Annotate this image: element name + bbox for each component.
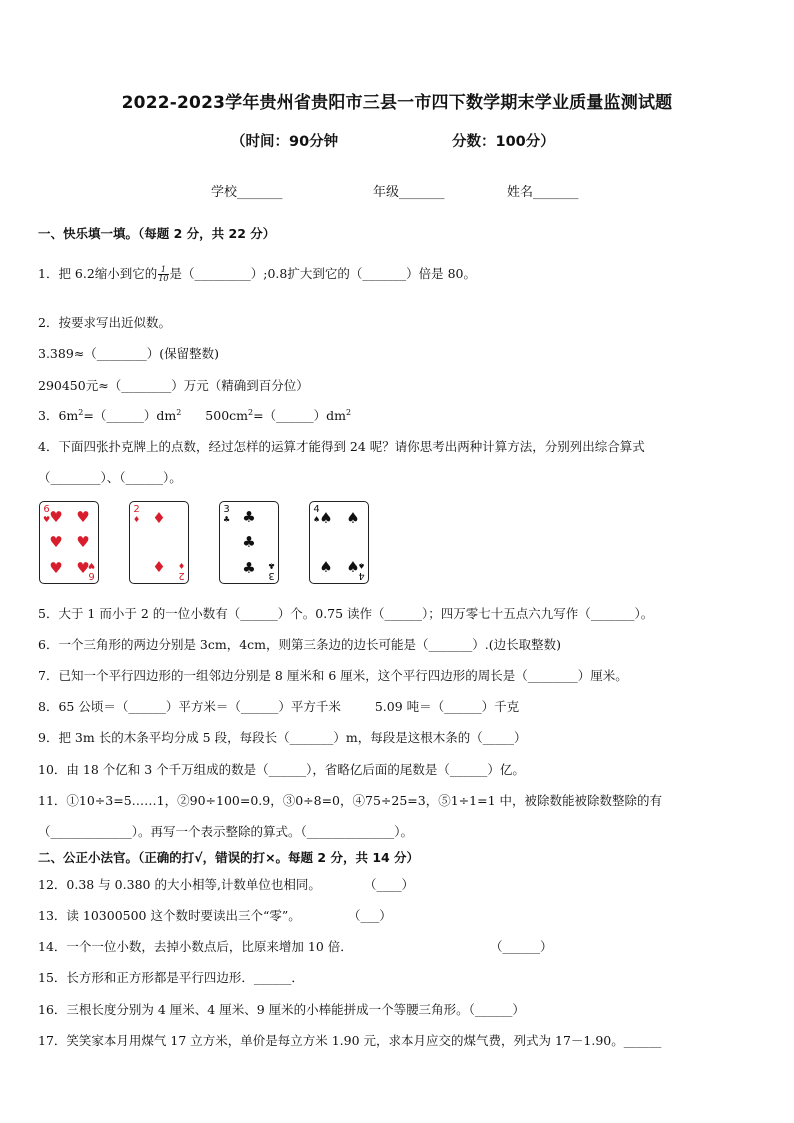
heart-pip-icon: ♥ [76,533,90,551]
question-6: 6．一个三角形的两边分别是 3cm，4cm，则第三条边的边长可能是（_______）.(边长取整数) [38,637,562,652]
heart-pip-icon: ♥ [49,533,63,551]
question-4-line-1: 4．下面四张扑克牌上的点数，经过怎样的运算才能得到 24 呢？请你思考出两种计算方法，分别列出综合算式 [38,439,645,454]
club-pip-icon: ♣ [242,533,256,551]
question-12: 12．0.38 与 0.380 的大小相等,计数单位也相同。 [38,877,321,892]
question-16: 16．三根长度分别为 4 厘米、4 厘米、9 厘米的小棒能拼成一个等腰三角形。（______） [38,1002,525,1017]
club-pip-icon: ♣ [242,559,256,577]
section-1-title: 一、快乐填一填。（每题 2 分，共 22 分） [38,226,276,241]
question-2-line-2: 290450元≈（________）万元（精确到百分位） [38,378,309,393]
question-3: 3．$6m^2=(\_\_\_\_\_\_)dm^2$ $500cm^2=(\_\_\_\_\_\_)dm^2$ [38,407,352,423]
question-13-answer-blank[interactable]: （___） [348,908,392,923]
question-17: 17．笑笑家本月用煤气 17 立方米，单价是每立方米 1.90 元，求本月应交的煤气费，列式为 17－1.90。______ [38,1033,662,1048]
question-14-answer-blank[interactable]: （______） [490,939,553,954]
question-11-line-1: 11．①10÷3=5……1，②90÷100=0.9，③0÷8=0，④75÷25=3，⑤1÷1=1 中，被除数能被除数整除的有 [38,793,663,808]
question-8: 8．65 公顷＝（______）平方米＝（______）平方千米 5.09 吨＝（______）千克 [38,699,520,714]
exam-score: 分数：100分） [452,134,555,150]
section-2-title: 二、公正小法官。（正确的打√，错误的打×。每题 2 分，共 14 分） [38,850,420,865]
playing-card-3-clubs: 3 ♣ 3 ♣ ♣ ♣ ♣ [219,501,279,584]
question-2-title: 2．按要求写出近似数。 [38,315,171,330]
spade-pip-icon: ♠ [319,509,333,527]
name-field[interactable]: 姓名_______ [507,185,579,200]
club-pip-icon: ♣ [242,508,256,526]
spade-pip-icon: ♠ [319,558,333,576]
heart-pip-icon: ♥ [49,559,63,577]
fraction-one-tenth: $\frac{1}{10}$ [158,265,169,283]
question-7: 7．已知一个平行四边形的一组邻边分别是 8 厘米和 6 厘米，这个平行四边形的周长是（________）厘米。 [38,668,628,683]
exam-time: （时间：90分钟 [231,134,339,150]
question-1-part-b: 是（_________）;0.8扩大到它的（_______）倍是 80。 [169,266,476,281]
playing-card-2-diamonds: 2 ♦ 2 ♦ ♦ ♦ [129,501,189,584]
question-9: 9．把 3m 长的木条平均分成 5 段，每段长（_______）m，每段是这根木条的（_____） [38,730,527,745]
heart-pip-icon: ♥ [49,508,63,526]
question-12-answer-blank[interactable]: （____） [364,877,415,892]
exam-title: 2022-2023学年贵州省贵阳市三县一市四下数学期末学业质量监测试题 [121,93,673,113]
question-11-line-2: （_____________）。再写一个表示整除的算式。（______________）。 [38,824,414,839]
playing-card-4-spades: 4 ♠ 4 ♠ ♠ ♠ ♠ ♠ [309,501,369,584]
heart-pip-icon: ♥ [76,508,90,526]
question-1-part-a: 1．把 6.2缩小到它的 [38,266,158,281]
question-2-line-1: 3.389≈（________）(保留整数) [38,346,220,361]
question-1 [38,264,476,283]
diamond-pip-icon: ♦ [152,509,166,527]
grade-field[interactable]: 年级_______ [373,185,445,200]
question-10: 10．由 18 个亿和 3 个千万组成的数是（______），省略亿后面的尾数是（______）亿。 [38,762,525,777]
playing-card-6-hearts: 6 ♥ 6 ♥ ♥ ♥ ♥ ♥ ♥ ♥ [39,501,99,584]
spade-pip-icon: ♠ [346,509,360,527]
question-14: 14．一个一位小数，去掉小数点后，比原来增加 10 倍． [38,939,353,954]
diamond-pip-icon: ♦ [152,558,166,576]
question-5: 5．大于 1 而小于 2 的一位小数有（______）个。0.75 读作（______）；四万零七十五点六九写作（_______）。 [38,606,654,621]
school-field[interactable]: 学校_______ [211,185,283,200]
spade-pip-icon: ♠ [346,558,360,576]
question-15: 15．长方形和正方形都是平行四边形．______． [38,970,304,985]
question-4-line-2: （________）、（______）。 [38,470,182,485]
question-13: 13．读 10300500 这个数时要读出三个“零”。 [38,908,301,923]
heart-pip-icon: ♥ [76,559,90,577]
